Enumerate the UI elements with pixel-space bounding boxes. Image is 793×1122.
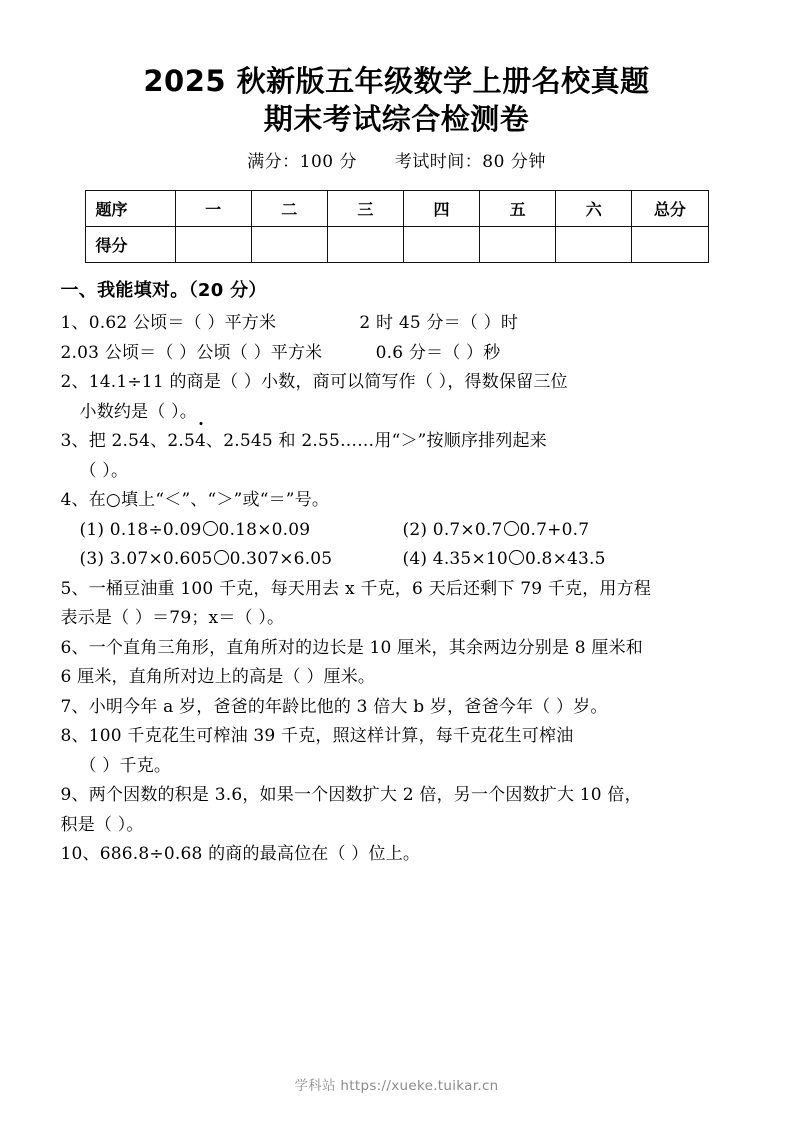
question-1-line-2 [61, 339, 733, 369]
question-9-line-1: 9、两个因数的积是 3.6，如果一个因数扩大 2 倍，另一个因数扩大 10 倍， [60, 785, 642, 805]
question-8-line-2 [61, 752, 733, 782]
circle-blank-icon[interactable] [214, 550, 229, 565]
question-3 [61, 427, 733, 486]
question-2 [61, 368, 733, 427]
full-marks-label: 满分：100 分 [247, 152, 357, 172]
question-4-item-1 [61, 516, 403, 546]
question-4-item-3-right: 0.307×6.05 [229, 549, 333, 569]
score-table-col-6: 六 [556, 191, 632, 227]
question-8-line-2-text: （ ）千克。 [79, 755, 172, 776]
question-4 [61, 486, 733, 575]
score-cell-6[interactable] [556, 227, 632, 263]
score-table-col-1: 一 [175, 191, 251, 227]
question-5-line-2: 表示是（ ）＝79；x＝（ ）。 [60, 608, 285, 628]
score-cell-1[interactable] [175, 227, 251, 263]
question-5-line-1: 5、一桶豆油重 100 千克，每天用去 x 千克，6 天后还剩下 79 千克，用方程 [60, 578, 652, 599]
question-4-item-4-left: 4.35×10 [432, 549, 508, 569]
exam-meta [0, 150, 793, 174]
question-9 [61, 781, 733, 840]
question-1-line-2-left: 2.03 公顷＝（ ）公顷（ ）平方米 [60, 342, 323, 363]
question-1-line-1-left: 1、0.62 公顷＝（ ）平方米 [60, 313, 277, 333]
question-4-item-3-label: (3) [79, 549, 105, 569]
question-4-item-4 [403, 545, 733, 575]
question-3-line-1 [61, 427, 733, 457]
score-table [85, 190, 709, 263]
question-1-line-1-right: 2 时 45 分＝（ ）时 [359, 313, 519, 333]
question-4-row-2 [61, 545, 733, 575]
question-1-line-1 [61, 309, 733, 339]
table-row [85, 191, 708, 227]
question-4-row-1 [61, 516, 733, 546]
score-table-row-header-1: 题序 [85, 191, 175, 227]
exam-content [61, 263, 733, 870]
question-3-prefix: 3、把 2.54、2.5 [60, 431, 196, 451]
score-table-row-header-2: 得分 [85, 227, 175, 263]
repeating-decimal-digit: 4 [195, 427, 206, 457]
question-6 [61, 634, 733, 693]
score-table-col-4: 四 [403, 191, 479, 227]
score-table-col-total: 总分 [632, 191, 708, 227]
score-cell-2[interactable] [251, 227, 327, 263]
exam-time-label: 考试时间：80 分钟 [394, 152, 546, 172]
page-title-line-1: 2025 秋新版五年级数学上册名校真题 [143, 64, 650, 98]
question-4-item-4-right: 0.8×43.5 [524, 549, 606, 569]
question-4-item-2-left: 0.7×0.7 [432, 519, 503, 540]
circle-blank-icon[interactable] [203, 521, 218, 536]
question-7 [61, 693, 733, 723]
question-4-item-3-left: 3.07×0.605 [109, 549, 213, 569]
question-4-item-1-right: 0.18×0.09 [218, 519, 311, 540]
circle-blank-icon[interactable] [509, 550, 524, 565]
question-3-suffix: 、2.545 和 2.55……用“＞”按顺序排列起来 [206, 431, 547, 451]
question-6-line-2: 6 厘米，直角所对边上的高是（ ）厘米。 [60, 667, 376, 687]
page-title-line-2: 期末考试综合检测卷 [263, 102, 530, 136]
question-4-item-2 [403, 516, 733, 546]
question-3-line-2-text: （ ）。 [79, 460, 129, 481]
table-row [85, 227, 708, 263]
footer-watermark: 学科站 https://xueke.tuikar.cn [294, 1078, 499, 1094]
question-10-line-1: 10、686.8÷0.68 的商的最高位在（ ）位上。 [60, 844, 421, 864]
circle-blank-icon[interactable] [504, 521, 519, 536]
question-3-line-2 [61, 457, 733, 487]
question-4-item-4-label: (4) [402, 549, 428, 569]
question-9-line-2: 积是（ ）。 [60, 814, 144, 835]
question-4-item-3 [61, 545, 403, 575]
score-table-col-2: 二 [251, 191, 327, 227]
question-4-item-1-left: 0.18÷0.09 [109, 519, 202, 540]
question-2-line-1: 2、14.1÷11 的商是（ ）小数，商可以简写作（ ），得数保留三位 [60, 372, 568, 392]
question-8 [61, 722, 733, 781]
score-table-col-3: 三 [327, 191, 403, 227]
question-8-line-1: 8、100 千克花生可榨油 39 千克，照这样计算，每千克花生可榨油 [60, 726, 574, 746]
question-6-line-1: 6、一个直角三角形，直角所对的边长是 10 厘米，其余两边分别是 8 厘米和 [60, 637, 643, 658]
question-2-line-2 [61, 398, 733, 428]
question-7-line-1: 7、小明今年 a 岁，爸爸的年龄比他的 3 倍大 b 岁，爸爸今年（ ）岁。 [60, 696, 608, 717]
question-1-line-2-right: 0.6 分＝（ ）秒 [375, 342, 501, 363]
score-table-wrap [0, 190, 793, 263]
question-10 [61, 840, 733, 870]
question-4-item-2-label: (2) [402, 519, 428, 540]
question-1 [61, 309, 733, 368]
question-4-item-1-label: (1) [79, 519, 105, 540]
score-cell-total[interactable] [632, 227, 708, 263]
score-table-col-5: 五 [480, 191, 556, 227]
score-cell-4[interactable] [403, 227, 479, 263]
question-4-item-2-right: 0.7+0.7 [519, 519, 590, 540]
question-4-stem: 4、在○填上“＜”、“＞”或“＝”号。 [60, 490, 330, 510]
section-heading-1: 一、我能填对。（20 分） [60, 280, 267, 301]
question-5 [61, 575, 733, 634]
title-block [0, 0, 793, 174]
score-cell-5[interactable] [480, 227, 556, 263]
score-cell-3[interactable] [327, 227, 403, 263]
question-2-line-2-text: 小数约是（ ）。 [79, 401, 198, 422]
